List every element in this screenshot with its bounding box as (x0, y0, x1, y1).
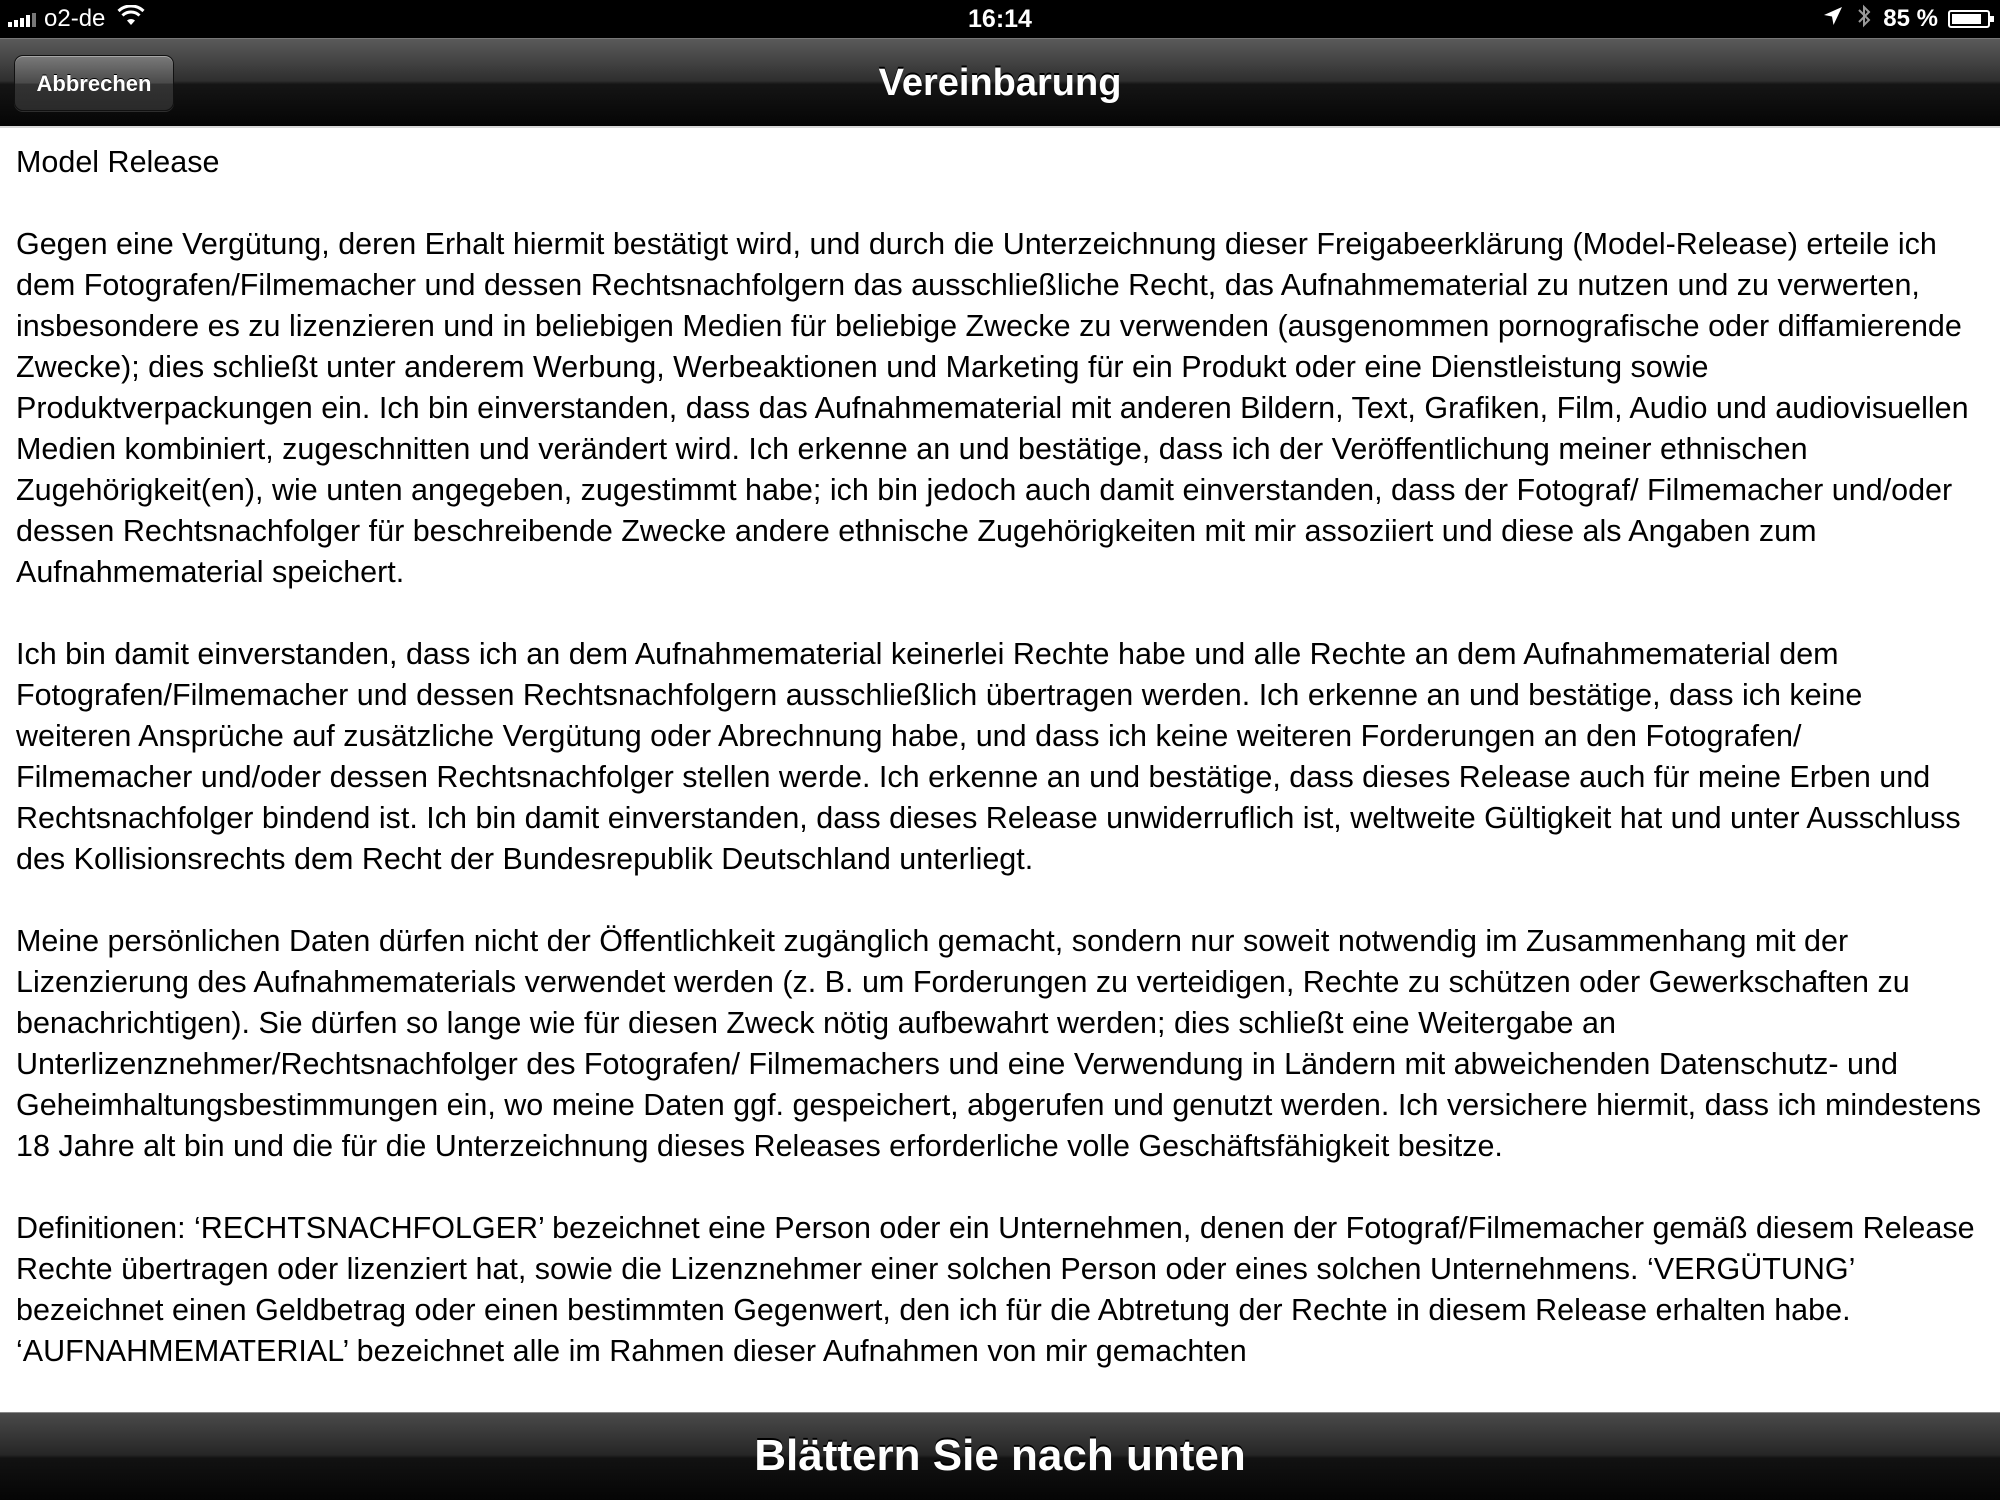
navigation-bar (0, 38, 2000, 126)
document-paragraph: Definitionen: ‘RECHTSNACHFOLGER’ bezeichnet eine Person oder ein Unternehmen, denen der Fotograf/Filmemacher gemäß diesem Release Rechte übertragen oder lizenziert hat, sowie die Lizenznehmer einer solchen Person oder eines solchen Unternehmens. ‘VERGÜTUNG’ bezeichnet einen Geldbetrag oder einen bestimmten Gegenwert, den ich für die Abtretung der Rechte in diesem Release erhalten habe. ‘AUFNAHMEMATERIAL’ bezeichnet alle im Rahmen dieser Aufnahmen von mir gemachten (16, 1211, 1975, 1368)
battery-percent: 85 % (1883, 5, 1938, 32)
carrier-name: o2-de (44, 5, 106, 32)
page-title: Vereinbarung (878, 62, 1122, 104)
location-arrow-icon (1823, 5, 1843, 33)
bluetooth-icon (1857, 4, 1871, 35)
document-paragraph: Meine persönlichen Daten dürfen nicht der Öffentlichkeit zugänglich gemacht, sondern nur soweit notwendig im Zusammenhang mit der Lizenzierung des Aufnahmematerials verwendet werden (z. B. um Forderungen zu verteidigen, Rechte zu schützen oder Gewerkschaften zu benachrichtigen). Sie dürfen so lange wie für diesen Zweck nötig aufbewahrt werden; dies schließt eine Weitergabe an Unterlizenznehmer/Rechtsnachfolger des Fotografen/ Filmemachers und eine Verwendung in Ländern mit abweichenden Datenschutz- und Geheimhaltungsbestimmungen ein, wo meine Daten ggf. gespeichert, abgerufen und genutzt werden. Ich versichere hiermit, dass ich mindestens 18 Jahre alt bin und die für die Unterzeichnung dieses Releases erforderliche volle Geschäftsfähigkeit besitze. (16, 924, 1981, 1163)
document-paragraph: Gegen eine Vergütung, deren Erhalt hiermit bestätigt wird, und durch die Unterzeichnung dieser Freigabeerklärung (Model-Release) erteile ich dem Fotografen/Filmemacher und dessen Rechtsnachfolgern das ausschließliche Recht, das Aufnahmematerial zu nutzen und zu verwerten, insbesondere es zu lizenzieren und in beliebigen Medien für beliebige Zwecke zu verwenden (ausgenommen pornografische oder diffamierende Zwecke); dies schließt unter anderem Werbung, Werbeaktionen und Marketing für ein Produkt oder eine Dienstleistung sowie Produktverpackungen ein. Ich bin einverstanden, dass das Aufnahmematerial mit anderen Bildern, Text, Grafiken, Film, Audio und audiovisuellen Medien kombiniert, zugeschnitten und verändert wird. Ich erkenne an und bestätige, dass ich der Veröffentlichung meiner ethnischen Zugehörigkeit(en), wie unten angegeben, zugestimmt habe; ich bin jedoch auch damit einverstanden, dass der Fotograf/ Filmemacher und/oder dessen Rechtsnachfolger für beschreibende Zwecke andere ethnische Zugehörigkeiten mit mir assoziiert und diese als Angaben zum Aufnahmematerial speichert. (16, 227, 1969, 589)
cancel-button[interactable]: Abbrechen (14, 55, 174, 111)
status-time: 16:14 (968, 5, 1032, 33)
document-paragraph: Ich bin damit einverstanden, dass ich an dem Aufnahmematerial keinerlei Rechte habe und alle Rechte an dem Aufnahmematerial dem Fotografen/Filmemacher und dessen Rechtsnachfolgern ausschließlich übertragen werden. Ich erkenne an und bestätige, dass ich keine weiteren Ansprüche auf zusätzliche Vergütung oder Abrechnung habe, und dass ich keine weiteren Forderungen an den Fotografen/ Filmemacher und/oder dessen Rechtsnachfolger stellen werde. Ich erkenne an und bestätige, dass dieses Release auch für meine Erben und Rechtsnachfolger bindend ist. Ich bin damit einverstanden, dass dieses Release unwiderruflich ist, weltweite Gültigkeit hat und unter Ausschluss des Kollisionsrechts dem Recht der Bundesrepublik Deutschland unterliegt. (16, 637, 1961, 876)
document-heading: Model Release (16, 145, 220, 179)
scroll-down-button[interactable]: Blättern Sie nach unten (0, 1412, 2000, 1500)
battery-fill (1952, 14, 1981, 24)
agreement-text (0, 128, 2000, 1372)
agreement-scroll-view[interactable] (0, 126, 2000, 1412)
battery-icon (1948, 10, 1990, 28)
status-bar (0, 0, 2000, 38)
status-right (1823, 4, 1990, 34)
